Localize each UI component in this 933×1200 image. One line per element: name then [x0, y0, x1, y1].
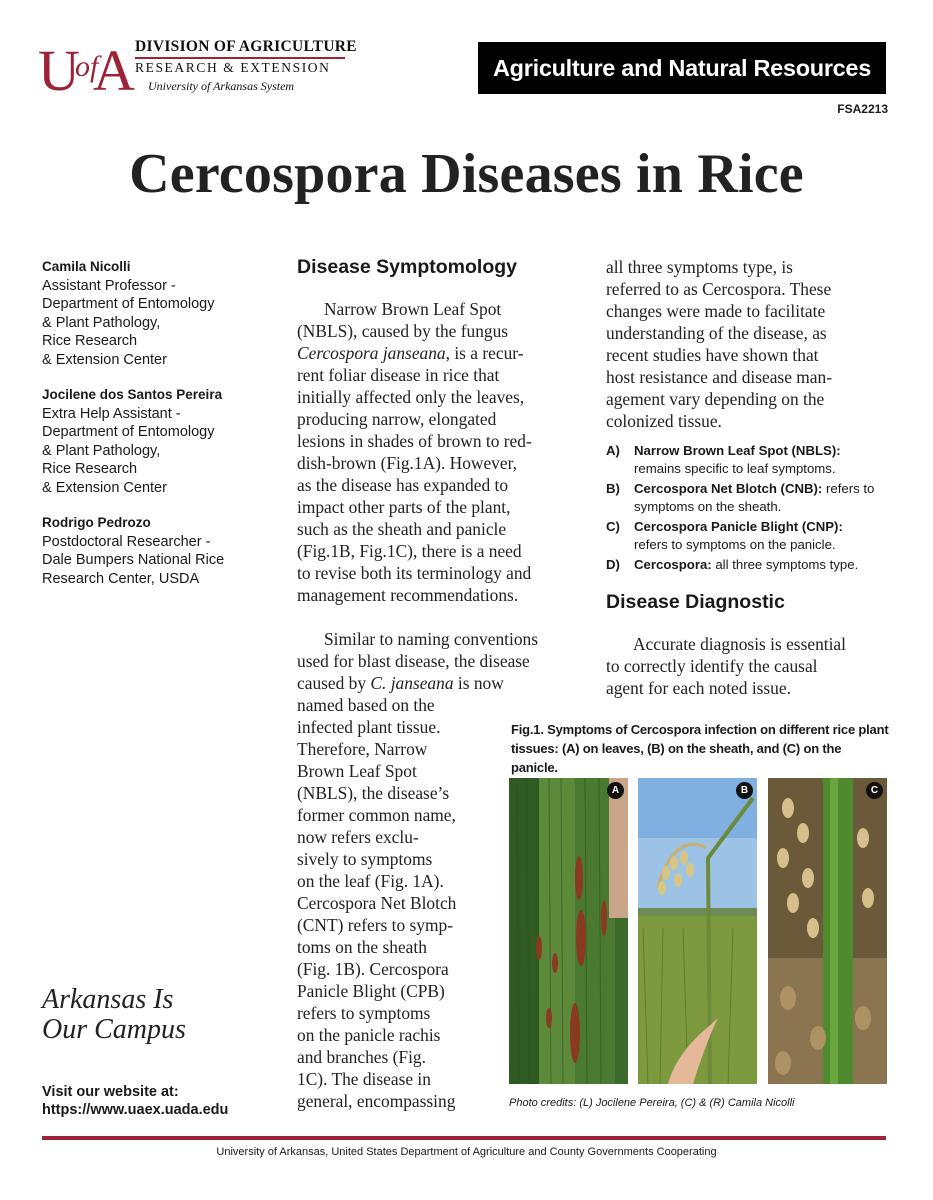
text-line: refers to symptoms	[297, 1003, 431, 1023]
list-item	[606, 480, 896, 515]
caption-line: tissues: (A) on leaves, (B) on the sheath, and (C) on the panicle.	[511, 741, 842, 775]
text-line: and branches (Fig.	[297, 1047, 426, 1067]
text-line: lesions in shades of brown to red-	[297, 431, 532, 451]
text-line: agent for each noted issue.	[606, 677, 791, 698]
text-line: general, encompassing	[297, 1091, 456, 1111]
text-line: to revise both its terminology and	[297, 563, 532, 583]
text-line: Similar to naming conventions	[324, 629, 538, 649]
text-line: management recommendations.	[297, 585, 519, 605]
paragraph	[606, 256, 896, 432]
text-line: (NBLS), caused by the fungus	[297, 321, 509, 341]
text-fragment: , is a recur-	[445, 343, 524, 363]
author-affiliation: Dale Bumpers National Rice	[42, 552, 225, 568]
author-affiliation: Rice Research	[42, 461, 138, 477]
author-affiliation: Research Center, USDA	[42, 570, 200, 587]
text-line: producing narrow, elongated	[297, 409, 497, 429]
list-desc: remains specific to leaf symptoms.	[634, 460, 836, 476]
text-line: 1C). The disease in	[297, 1069, 431, 1089]
author-affiliation: Postdoctoral Researcher -	[42, 533, 211, 550]
text-line: as the disease has expanded to	[297, 475, 509, 495]
list-marker: C)	[606, 519, 620, 534]
text-line: referred to as Cercospora. These	[606, 279, 832, 299]
footer-text: University of Arkansas, United States Department of Agriculture and County Governments Cooperating	[216, 1146, 717, 1158]
author-block	[42, 258, 272, 369]
text-line: agement vary depending on the	[606, 389, 825, 409]
page-title: Cercospora Diseases in Rice	[129, 143, 804, 205]
text-line: to correctly identify the causal	[606, 655, 818, 676]
author-block	[42, 386, 272, 497]
svg-text:A: A	[93, 40, 135, 96]
footer-rule	[42, 1136, 886, 1140]
text-line: colonized tissue.	[606, 411, 722, 431]
author-name: Rodrigo Pedrozo	[42, 515, 151, 530]
text-line: Panicle Blight (CPB)	[297, 981, 445, 1001]
photo-sheath-field	[638, 778, 757, 1084]
species-name: C. janseana	[370, 673, 454, 693]
text-line: rent foliar disease in rice that	[297, 365, 500, 385]
author-name: Camila Nicolli	[42, 259, 131, 274]
text-line: on the panicle rachis	[297, 1025, 441, 1045]
text-line: infected plant tissue.	[297, 717, 441, 737]
document-number: FSA2213	[837, 102, 888, 116]
list-term: Cercospora Net Blotch (CNB):	[634, 481, 823, 496]
text-line: sively to symptoms	[297, 849, 433, 869]
terminology-list	[606, 442, 896, 574]
list-term: Narrow Brown Leaf Spot (NBLS):	[634, 443, 841, 458]
website-info	[42, 1083, 228, 1119]
list-text	[634, 556, 858, 574]
list-text	[634, 480, 874, 515]
text-line: initially affected only the leaves,	[297, 387, 525, 407]
campus-slogan	[42, 985, 186, 1045]
author-affiliation: Extra Help Assistant -	[42, 405, 181, 422]
list-text	[634, 518, 843, 553]
org-rule	[135, 57, 345, 59]
list-desc: symptoms on the sheath.	[634, 498, 782, 514]
photo-leaf-lesions	[509, 778, 628, 1084]
list-marker: B)	[606, 481, 620, 496]
text-line: recent studies have shown that	[606, 345, 819, 365]
photo-credits: Photo credits: (L) Jocilene Pereira, (C) & (R) Camila Nicolli	[509, 1097, 795, 1109]
svg-text:U: U	[38, 40, 80, 96]
author-block	[42, 514, 272, 588]
text-line	[297, 342, 579, 364]
figure-caption	[511, 720, 891, 777]
org-name: DIVISION OF AGRICULTURE	[135, 38, 357, 55]
author-affiliation: & Extension Center	[42, 479, 167, 496]
list-desc: refers to symptoms on the panicle.	[634, 536, 836, 552]
paragraph	[297, 298, 579, 606]
website-label: Visit our website at:	[42, 1084, 179, 1100]
author-name: Jocilene dos Santos Pereira	[42, 387, 223, 402]
list-item	[606, 442, 896, 477]
text-line: Accurate diagnosis is essential	[633, 633, 846, 654]
text-line: now refers exclu-	[297, 827, 419, 847]
text-line: dish-brown (Fig.1A). However,	[297, 453, 518, 473]
text-line: all three symptoms type, is	[606, 257, 793, 277]
list-term: Cercospora Panicle Blight (CNP):	[634, 519, 843, 534]
author-affiliation: Assistant Professor -	[42, 277, 176, 294]
text-line: host resistance and disease man-	[606, 367, 833, 387]
author-affiliation: & Plant Pathology,	[42, 442, 161, 459]
paragraph	[606, 633, 896, 699]
text-line	[297, 672, 579, 694]
text-line: Therefore, Narrow	[297, 739, 428, 759]
text-line: (CNT) refers to symp-	[297, 915, 453, 935]
section-heading: Disease Symptomology	[297, 256, 517, 278]
text-line: such as the sheath and panicle	[297, 519, 507, 539]
author-affiliation: & Extension Center	[42, 351, 167, 368]
text-line: Brown Leaf Spot	[297, 761, 417, 781]
text-line: toms on the sheath	[297, 937, 427, 957]
text-line: changes were made to facilitate	[606, 301, 826, 321]
website-link[interactable]: https://www.uaex.uada.edu	[42, 1102, 229, 1118]
category-banner: Agriculture and Natural Resources	[478, 42, 886, 94]
author-affiliation: Department of Entomology	[42, 296, 215, 312]
list-text	[634, 442, 841, 477]
section-heading: Disease Diagnostic	[606, 590, 785, 613]
list-desc: all three symptoms type.	[711, 557, 859, 572]
org-subtitle: RESEARCH & EXTENSION	[135, 60, 331, 75]
text-line: (Fig.1B, Fig.1C), there is a need	[297, 541, 522, 561]
text-line: understanding of the disease, as	[606, 323, 827, 343]
figure-label-badge: C	[866, 782, 883, 799]
text-line: (Fig. 1B). Cercospora	[297, 959, 449, 979]
caption-line: Fig.1. Symptoms of Cercospora infection on different rice plant	[511, 722, 889, 737]
text-fragment: caused by	[297, 673, 367, 693]
author-affiliation: Department of Entomology	[42, 424, 215, 440]
slogan-line: Arkansas Is	[42, 984, 174, 1015]
text-line: used for blast disease, the disease	[297, 651, 530, 671]
text-line: impact other parts of the plant,	[297, 497, 511, 517]
org-system: University of Arkansas System	[148, 79, 295, 93]
figure-label-badge: B	[736, 782, 753, 799]
text-line: on the leaf (Fig. 1A).	[297, 871, 444, 891]
author-affiliation: & Plant Pathology,	[42, 314, 161, 331]
author-affiliation: Rice Research	[42, 333, 138, 349]
list-desc: refers to	[822, 481, 875, 496]
list-item	[606, 556, 896, 574]
uofa-logo	[38, 40, 138, 96]
species-name: Cercospora janseana	[297, 343, 446, 363]
text-line: named based on the	[297, 695, 435, 715]
list-item	[606, 518, 896, 553]
text-line: Cercospora Net Blotch	[297, 893, 457, 913]
svg-text:of: of	[75, 50, 99, 83]
slogan-line: Our Campus	[42, 1014, 186, 1045]
author-list	[42, 258, 272, 605]
text-line: (NBLS), the disease’s	[297, 783, 450, 803]
text-fragment: is now	[457, 673, 504, 693]
figure-label-badge: A	[607, 782, 624, 799]
photo-panicle	[768, 778, 887, 1084]
continued-column	[606, 256, 896, 699]
text-line: former common name,	[297, 805, 456, 825]
text-line: Narrow Brown Leaf Spot	[324, 299, 502, 319]
list-term: Cercospora:	[634, 557, 712, 572]
list-marker: D)	[606, 557, 620, 572]
list-marker: A)	[606, 443, 620, 458]
